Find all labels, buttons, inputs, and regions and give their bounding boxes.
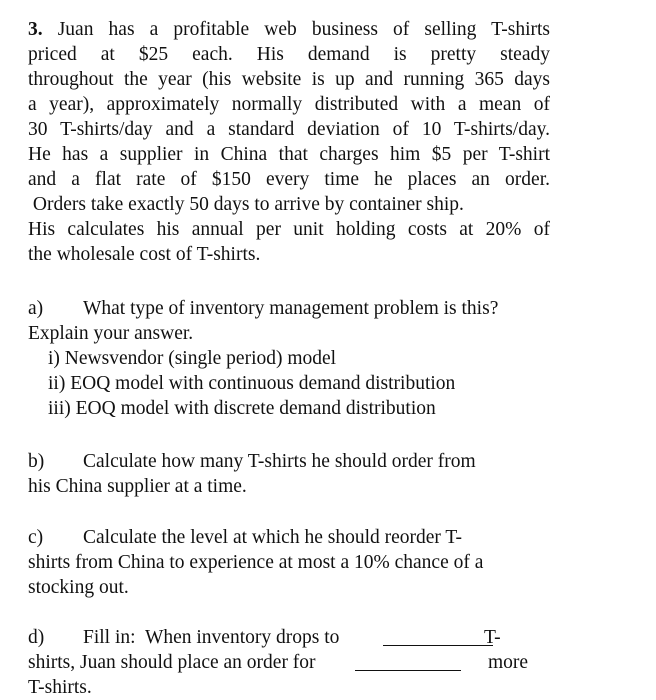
order-quantity-blank[interactable]: [355, 670, 461, 671]
intro-line-1: [28, 17, 550, 42]
intro-line-2: priced at $25 each. His demand is pretty steady: [28, 44, 550, 65]
part-d-line1-text: Fill in: When inventory drops to: [83, 627, 340, 648]
part-d-line3-text: T-shirts.: [28, 677, 92, 698]
part-a-label: a): [28, 298, 44, 319]
part-c-question-line2: shirts from China to experience at most a 10% chance of a: [28, 552, 484, 573]
intro-line-10: the wholesale cost of T-shirts.: [28, 244, 261, 265]
problem-number: 3.: [28, 19, 43, 40]
part-b-question-line1: Calculate how many T-shirts he should order from: [83, 451, 476, 472]
intro-text-1: Juan has a profitable web business of selling T-shirts: [57, 19, 550, 40]
part-a-question-line2: Explain your answer.: [28, 323, 194, 344]
part-c-question-line1: Calculate the level at which he should reorder T-: [83, 527, 463, 548]
intro-line-6: He has a supplier in China that charges him $5 per T-shirt: [28, 144, 550, 165]
part-a-option-2: ii) EOQ model with continuous demand distribution: [48, 373, 456, 394]
part-c-question-line3: stocking out.: [28, 577, 129, 598]
part-b-question-line2: his China supplier at a time.: [28, 476, 247, 497]
part-a-option-1: i) Newsvendor (single period) model: [48, 348, 337, 369]
intro-line-8: Orders take exactly 50 days to arrive by container ship.: [28, 194, 464, 215]
part-a-option-3: iii) EOQ model with discrete demand distribution: [48, 398, 436, 419]
intro-line-9: His calculates his annual per unit holding costs at 20% of: [28, 219, 550, 240]
part-d-line2-after: more: [488, 652, 529, 673]
intro-line-7: and a flat rate of $150 every time he places an order.: [28, 169, 550, 190]
intro-line-3: throughout the year (his website is up and running 365 days: [28, 69, 550, 90]
part-d-line2-text: shirts, Juan should place an order for: [28, 652, 316, 673]
intro-line-4: a year), approximately normally distributed with a mean of: [28, 94, 550, 115]
part-c-label: c): [28, 527, 44, 548]
part-b-label: b): [28, 451, 45, 472]
reorder-point-blank[interactable]: [383, 645, 493, 646]
part-a-question-line1: What type of inventory management problem is this?: [83, 298, 499, 319]
intro-line-5: 30 T-shirts/day and a standard deviation of 10 T-shirts/day.: [28, 119, 550, 140]
part-d-line1-after: T-: [484, 627, 501, 648]
part-d-label: d): [28, 627, 45, 648]
